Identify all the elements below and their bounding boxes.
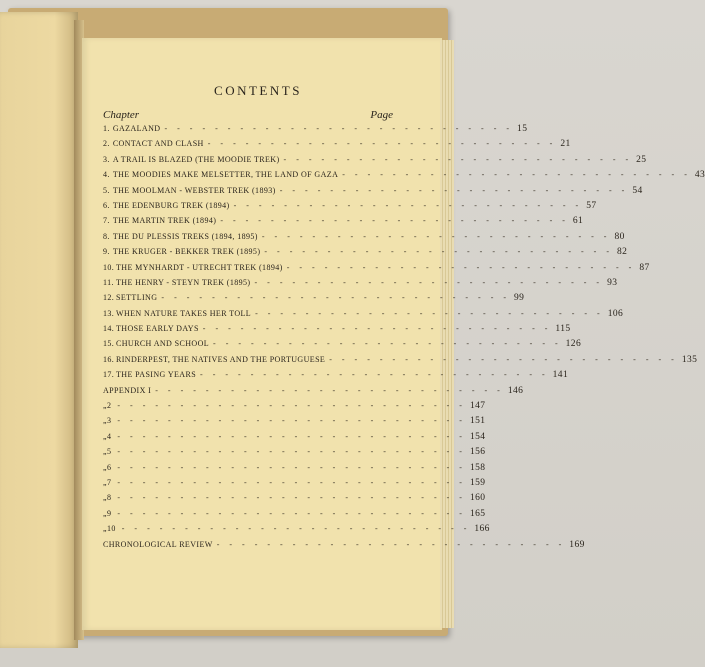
toc-ditto-mark: „	[103, 447, 107, 457]
leader-dots: - - - - - - - - - - - - - - - - - - - - - - - - - - - -	[117, 508, 466, 518]
toc-page-number: 54	[632, 185, 643, 196]
toc-appendix-title: APPENDIX I	[103, 385, 152, 395]
toc-entry	[103, 339, 582, 354]
toc-list	[103, 124, 705, 555]
toc-entry	[103, 447, 486, 462]
toc-appendix-number: 3	[106, 416, 112, 426]
toc-ditto-mark: „	[103, 416, 107, 426]
column-headers	[103, 109, 393, 121]
toc-chapter-title: THE MYNHARDT - UTRECHT TREK (1894)	[116, 262, 283, 272]
toc-ditto-mark: „	[103, 493, 107, 503]
leader-dots: - - - - - - - - - - - - - - - - - - - - - - - - - - - -	[255, 308, 604, 318]
leader-dots: - - - - - - - - - - - - - - - - - - - - - - - - - - - -	[117, 431, 466, 441]
toc-entry	[103, 231, 625, 247]
toc-entry	[103, 139, 571, 154]
toc-entry	[103, 262, 650, 278]
toc-chapter-title: THE KRUGER - BEKKER TREK (1895)	[112, 247, 261, 257]
toc-appendix-number: 4	[106, 431, 112, 441]
toc-page-number: 115	[555, 324, 571, 335]
toc-entry	[103, 524, 490, 539]
toc-page-number: 158	[469, 462, 486, 473]
toc-page-number: 106	[607, 308, 624, 319]
toc-page-number: 93	[607, 277, 618, 288]
toc-chapter-number: 14.	[103, 324, 115, 334]
toc-appendix-number: 7	[106, 477, 112, 487]
toc-entry	[103, 277, 618, 293]
toc-chapter-title: RINDERPEST, THE NATIVES AND THE PORTUGUESE	[116, 354, 326, 364]
toc-ditto-mark: „	[103, 477, 107, 487]
toc-ditto-mark: „	[103, 431, 107, 441]
toc-review-title: CHRONOLOGICAL REVIEW	[103, 539, 213, 549]
toc-entry	[103, 385, 524, 401]
toc-chapter-number: 7.	[103, 216, 110, 226]
toc-chapter-number: 12.	[103, 293, 115, 303]
toc-entry	[103, 401, 486, 416]
toc-entry	[103, 308, 624, 324]
toc-appendix-number: 5	[106, 447, 112, 457]
toc-entry	[103, 354, 698, 370]
toc-page-number: 141	[552, 370, 569, 381]
toc-entry	[103, 216, 584, 231]
toc-entry	[103, 124, 528, 139]
toc-chapter-title: THE PASING YEARS	[116, 370, 197, 380]
leader-dots: - - - - - - - - - - - - - - - - - - - - - - - - - - - -	[121, 524, 471, 534]
toc-chapter-title: A TRAIL IS BLAZED (THE MOODIE TREK)	[112, 154, 280, 164]
toc-page-number: 21	[560, 139, 571, 150]
toc-chapter-number: 17.	[103, 370, 115, 380]
toc-entry	[103, 170, 705, 185]
toc-appendix-number: 10	[106, 524, 116, 534]
toc-entry	[103, 539, 585, 555]
toc-page-number: 160	[469, 493, 486, 504]
toc-ditto-mark: „	[103, 401, 107, 411]
toc-chapter-number: 9.	[103, 247, 110, 257]
toc-chapter-title: THE EDENBURG TREK (1894)	[112, 200, 230, 210]
leader-dots: - - - - - - - - - - - - - - - - - - - - - - - - - - - -	[220, 216, 569, 226]
toc-chapter-title: WHEN NATURE TAKES HER TOLL	[116, 308, 252, 318]
leader-dots: - - - - - - - - - - - - - - - - - - - - - - - - - - - -	[261, 231, 611, 241]
toc-chapter-number: 13.	[103, 308, 115, 318]
leader-dots: - - - - - - - - - - - - - - - - - - - - - - - - - - - -	[213, 339, 562, 349]
toc-entry	[103, 293, 525, 308]
toc-page-number: 61	[572, 216, 584, 227]
leader-dots: - - - - - - - - - - - - - - - - - - - - - - - - - - - -	[342, 170, 691, 180]
toc-chapter-number: 16.	[103, 354, 115, 364]
toc-page-number: 80	[614, 231, 625, 242]
leader-dots: - - - - - - - - - - - - - - - - - - - - - - - - - - - -	[279, 185, 629, 195]
leader-dots: - - - - - - - - - - - - - - - - - - - - - - - - - - - -	[117, 416, 466, 426]
toc-entry	[103, 154, 647, 170]
leader-dots: - - - - - - - - - - - - - - - - - - - - - - - - - - - -	[207, 139, 557, 149]
leader-dots: - - - - - - - - - - - - - - - - - - - - - - - - - - - -	[216, 539, 566, 549]
toc-entry	[103, 477, 486, 493]
toc-chapter-number: 3.	[103, 154, 110, 164]
leader-dots: - - - - - - - - - - - - - - - - - - - - - - - - - - - -	[286, 262, 636, 272]
toc-page-number: 156	[469, 447, 486, 458]
contents-title: CONTENTS	[214, 83, 302, 98]
toc-page-number: 151	[469, 416, 486, 427]
toc-chapter-title: THE MOODIES MAKE MELSETTER, THE LAND OF GAZA	[112, 170, 339, 180]
toc-chapter-number: 1.	[103, 124, 110, 133]
leader-dots: - - - - - - - - - - - - - - - - - - - - - - - - - - - -	[161, 293, 511, 303]
toc-appendix-number: 6	[106, 462, 112, 472]
toc-page-number: 135	[681, 354, 698, 365]
toc-page-number: 87	[639, 262, 650, 273]
leader-dots: - - - - - - - - - - - - - - - - - - - - - - - - - - - -	[283, 154, 633, 164]
toc-entry	[103, 247, 628, 262]
toc-chapter-number: 15.	[103, 339, 115, 349]
toc-page-number: 154	[469, 431, 486, 442]
toc-page-number: 82	[616, 247, 628, 258]
toc-page-number: 147	[469, 401, 486, 412]
toc-entry	[103, 324, 571, 339]
toc-appendix-number: 9	[106, 508, 112, 518]
toc-chapter-number: 8.	[103, 231, 110, 241]
toc-entry	[103, 200, 597, 216]
leader-dots: - - - - - - - - - - - - - - - - - - - - - - - - - - - -	[254, 277, 604, 287]
leader-dots: - - - - - - - - - - - - - - - - - - - - - - - - - - - -	[200, 370, 549, 380]
toc-page-number: 166	[474, 524, 490, 535]
leader-dots: - - - - - - - - - - - - - - - - - - - - - - - - - - - -	[117, 477, 466, 487]
toc-chapter-number: 6.	[103, 200, 110, 210]
toc-chapter-title: THOSE EARLY DAYS	[116, 324, 199, 334]
leader-dots: - - - - - - - - - - - - - - - - - - - - - - - - - - - -	[164, 124, 514, 133]
toc-chapter-title: CHURCH AND SCHOOL	[116, 339, 210, 349]
toc-chapter-title: GAZALAND	[112, 124, 161, 133]
toc-ditto-mark: „	[103, 524, 107, 534]
toc-chapter-number: 10.	[103, 262, 115, 272]
leader-dots: - - - - - - - - - - - - - - - - - - - - - - - - - - - -	[117, 447, 466, 457]
toc-chapter-title: THE DU PLESSIS TREKS (1894, 1895)	[112, 231, 258, 241]
toc-ditto-mark: „	[103, 508, 107, 518]
toc-entry	[103, 416, 486, 431]
toc-page-number: 159	[469, 477, 486, 488]
toc-entry	[103, 493, 486, 508]
left-page	[0, 12, 78, 648]
chapter-column-label: Chapter	[103, 109, 140, 121]
toc-entry	[103, 508, 486, 524]
toc-page-number: 25	[636, 154, 647, 165]
toc-page-number: 15	[517, 124, 528, 134]
leader-dots: - - - - - - - - - - - - - - - - - - - - - - - - - - - -	[264, 247, 613, 257]
toc-chapter-title: THE HENRY - STEYN TREK (1895)	[116, 277, 251, 287]
toc-entry	[103, 462, 486, 478]
toc-page-number: 169	[569, 539, 585, 550]
toc-chapter-title: THE MOOLMAN - WEBSTER TREK (1893)	[112, 185, 276, 195]
leader-dots: - - - - - - - - - - - - - - - - - - - - - - - - - - - -	[155, 385, 504, 395]
toc-entry	[103, 370, 569, 385]
toc-chapter-number: 11.	[103, 277, 114, 287]
toc-entry	[103, 431, 486, 447]
toc-appendix-number: 8	[106, 493, 112, 503]
toc-page-number: 43	[694, 170, 705, 181]
page-column-label: Page	[370, 109, 393, 121]
toc-chapter-number: 5.	[103, 185, 110, 195]
leader-dots: - - - - - - - - - - - - - - - - - - - - - - - - - - - -	[117, 401, 466, 411]
toc-chapter-title: THE MARTIN TREK (1894)	[112, 216, 217, 226]
leader-dots: - - - - - - - - - - - - - - - - - - - - - - - - - - - -	[329, 354, 678, 364]
leader-dots: - - - - - - - - - - - - - - - - - - - - - - - - - - - -	[202, 324, 552, 334]
toc-page-number: 126	[565, 339, 582, 350]
leader-dots: - - - - - - - - - - - - - - - - - - - - - - - - - - - -	[117, 493, 466, 503]
toc-ditto-mark: „	[103, 462, 107, 472]
toc-chapter-number: 4.	[103, 170, 110, 180]
toc-page-number: 165	[469, 508, 486, 519]
toc-entry	[103, 185, 643, 201]
toc-appendix-number: 2	[106, 401, 112, 411]
toc-chapter-title: CONTACT AND CLASH	[112, 139, 204, 149]
leader-dots: - - - - - - - - - - - - - - - - - - - - - - - - - - - -	[233, 200, 583, 210]
contents-page	[103, 83, 705, 555]
leader-dots: - - - - - - - - - - - - - - - - - - - - - - - - - - - -	[117, 462, 466, 472]
toc-page-number: 57	[586, 200, 597, 211]
toc-chapter-number: 2.	[103, 139, 110, 149]
toc-chapter-title: SETTLING	[116, 293, 158, 303]
toc-page-number: 146	[507, 385, 524, 396]
toc-page-number: 99	[514, 293, 525, 304]
